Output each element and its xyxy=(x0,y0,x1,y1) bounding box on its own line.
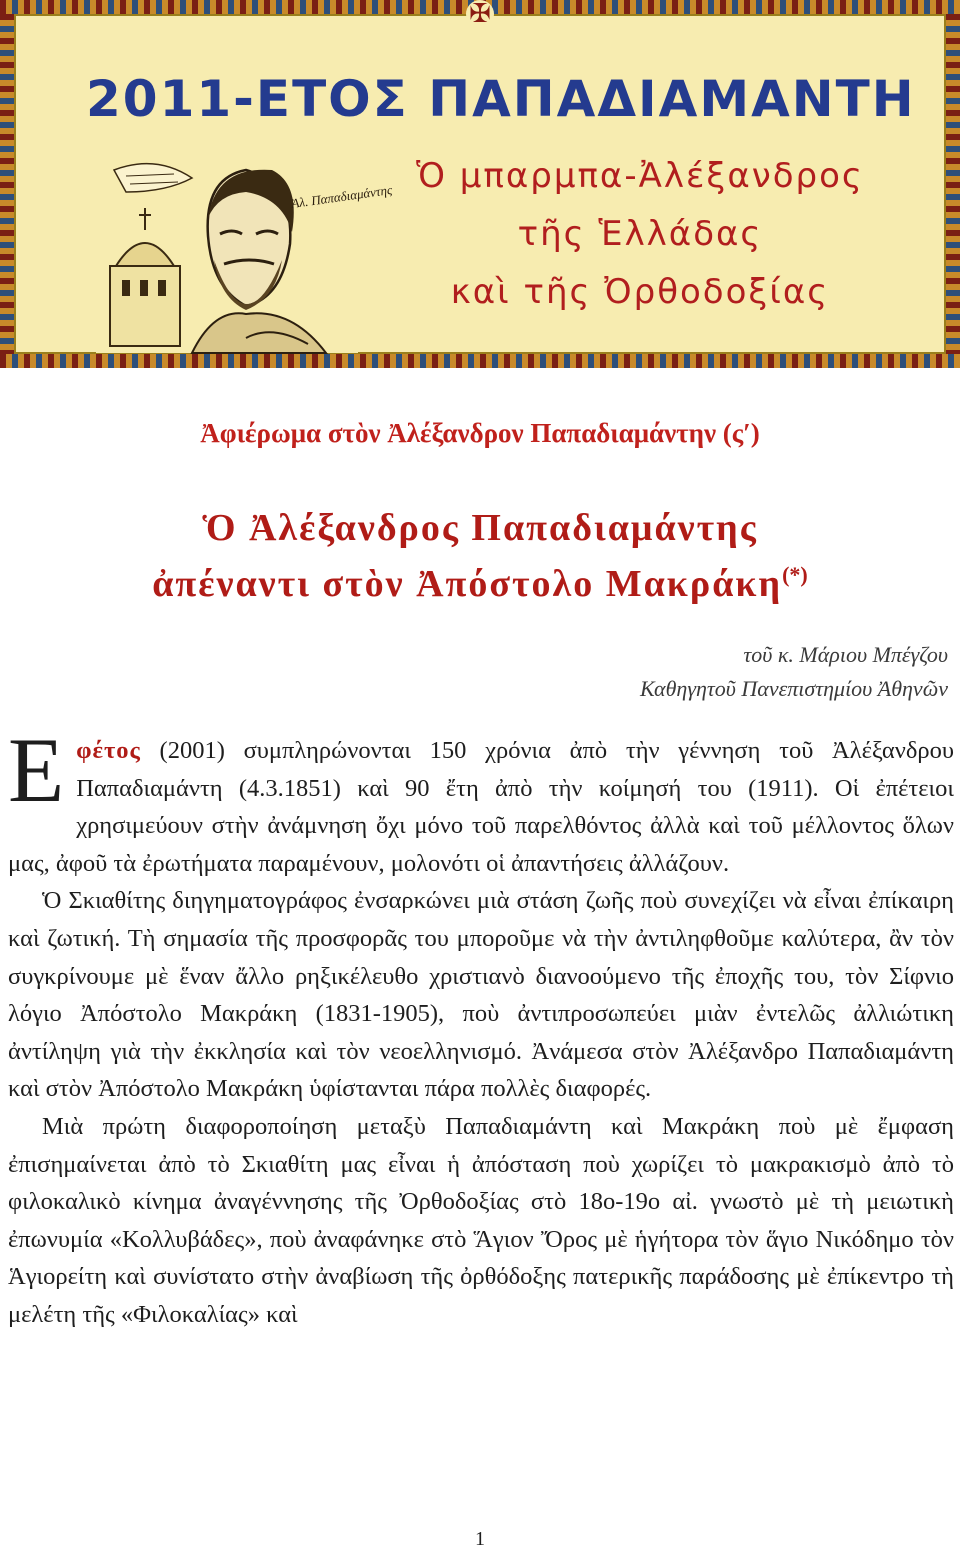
paragraph-1-text: (2001) συμπληρώνονται 150 χρόνια ἀπὸ τὴν γέννηση τοῦ Ἀλέξανδρου Παπαδιαμάντη (4.3.1851) καὶ 90 ἔτη ἀπὸ τὴν κοίμησή του (1911). Οἱ ἐπέτειοι χρησιμεύουν στὴν ἀνάμνηση ὄχι μόνο τοῦ παρελθόντος ἀλλὰ καὶ τοῦ μέλλοντος ὅλων μας, ἀφοῦ τὰ ἐρωτήματα παραμένουν, μολονότι οἱ ἀπαντήσεις ἀλλάζουν. xyxy=(8,737,954,877)
paragraph-2: Ὁ Σκιαθίτης διηγηματογράφος ἐνσαρκώνει μιὰ στάση ζωῆς ποὺ συνεχίζει νὰ εἶναι ἐπίκαιρη καὶ ζωτική. Τὴ σημασία τῆς προσφορᾶς του μποροῦμε νὰ τὴν ἀντιληφθοῦμε καλύτερα, ἂν τὸν συγκρίνουμε μὲ ἕναν ἄλλο ρηξικέλευθο χριστιανὸ διανοούμενο τῆς ἐποχῆς του, τὸν Σίφνιο λόγιο Ἀπόστολο Μακράκη (1831-1905), ποὺ ἀντιπροσωπεύει μιὰν ἐντελῶς ἀλλιώτικη ἀντίληψη γιὰ τὴν ἐκκλησία καὶ τὸν νεοελληνισμό. Ἀνάμεσα στὸν Ἀλέξανδρο Παπαδιαμάντη καὶ στὸν Ἀπόστολο Μακράκη ὑφίστανται πάρα πολλὲς διαφορές. xyxy=(8,887,954,1103)
banner-subtitle-line-2: τῆς Ἑλλάδας xyxy=(517,214,763,254)
banner-subtitle-line-1: Ὁ μπαρμπα-Ἀλέξανδρος xyxy=(416,156,864,196)
author-affiliation: Καθηγητοῦ Πανεπιστημίου Ἀθηνῶν xyxy=(640,676,948,701)
title-footnote-mark: (*) xyxy=(782,562,808,587)
left-ornament-border xyxy=(0,14,14,354)
bottom-ornament-border xyxy=(0,354,960,368)
author-name: τοῦ κ. Μάριου Μπέγζου xyxy=(743,642,948,667)
portrait-caption: Ἀλ. Παπαδιαμάντης xyxy=(290,181,394,211)
banner-title: 2011-ΕΤΟΣ ΠΑΠΑΔΙΑΜΑΝΤΗ xyxy=(86,70,916,128)
right-ornament-border xyxy=(946,14,960,354)
portrait-illustration xyxy=(96,148,394,353)
banner-subtitle-line-3: καὶ τῆς Ὀρθοδοξίας xyxy=(450,272,830,312)
article-title-line-2 xyxy=(0,562,960,606)
drop-cap: Ε xyxy=(8,719,65,821)
article-body xyxy=(8,719,954,1334)
section-title: Ἀφιέρωμα στὸν Ἀλέξανδρον Παπαδιαμάντην (ς′) xyxy=(200,418,760,448)
header-banner xyxy=(0,0,960,368)
cross-icon: ✠ xyxy=(466,0,494,28)
page-number: 1 xyxy=(475,1528,485,1550)
lead-word: φέτος xyxy=(76,737,141,764)
paragraph-3: Μιὰ πρώτη διαφοροποίηση μεταξὺ Παπαδιαμάντη καὶ Μακράκη ποὺ μὲ ἔμφαση ἐπισημαίνεται ἀπὸ τὸ Σκιαθίτη μας εἶναι ἡ ἀπόσταση ποὺ χωρίζει τὸ μακρακισμὸ ἀπὸ τὸ φιλοκαλικὸ κίνημα ἀναγέννησης τῆς Ὀρθοδοξίας στὸ 18ο-19ο αἰ. γνωστὸ μὲ τὴ μειωτικὴ ἐπωνυμία «Κολλυβάδες», ποὺ ἀναφάνηκε στὸ Ἅγιον Ὄρος μὲ ἡγήτορα τὸν ἅγιο Νικόδημο τὸν Ἁγιορείτη καὶ συνίστατο στὴν ἀναβίωση τῆς ὀρθόδοξης πατερικῆς παράδοσης μὲ ἐπίκεντρο τὴ μελέτη τῆς «Φιλοκαλίας» καὶ xyxy=(8,1112,954,1328)
article-title-line-1: Ὁ Ἀλέξανδρος Παπαδιαμάντης xyxy=(202,507,758,549)
paragraph-1 xyxy=(8,719,954,882)
article-title-text: ἀπέναντι στὸν Ἀπόστολο Μακράκη xyxy=(152,563,783,605)
